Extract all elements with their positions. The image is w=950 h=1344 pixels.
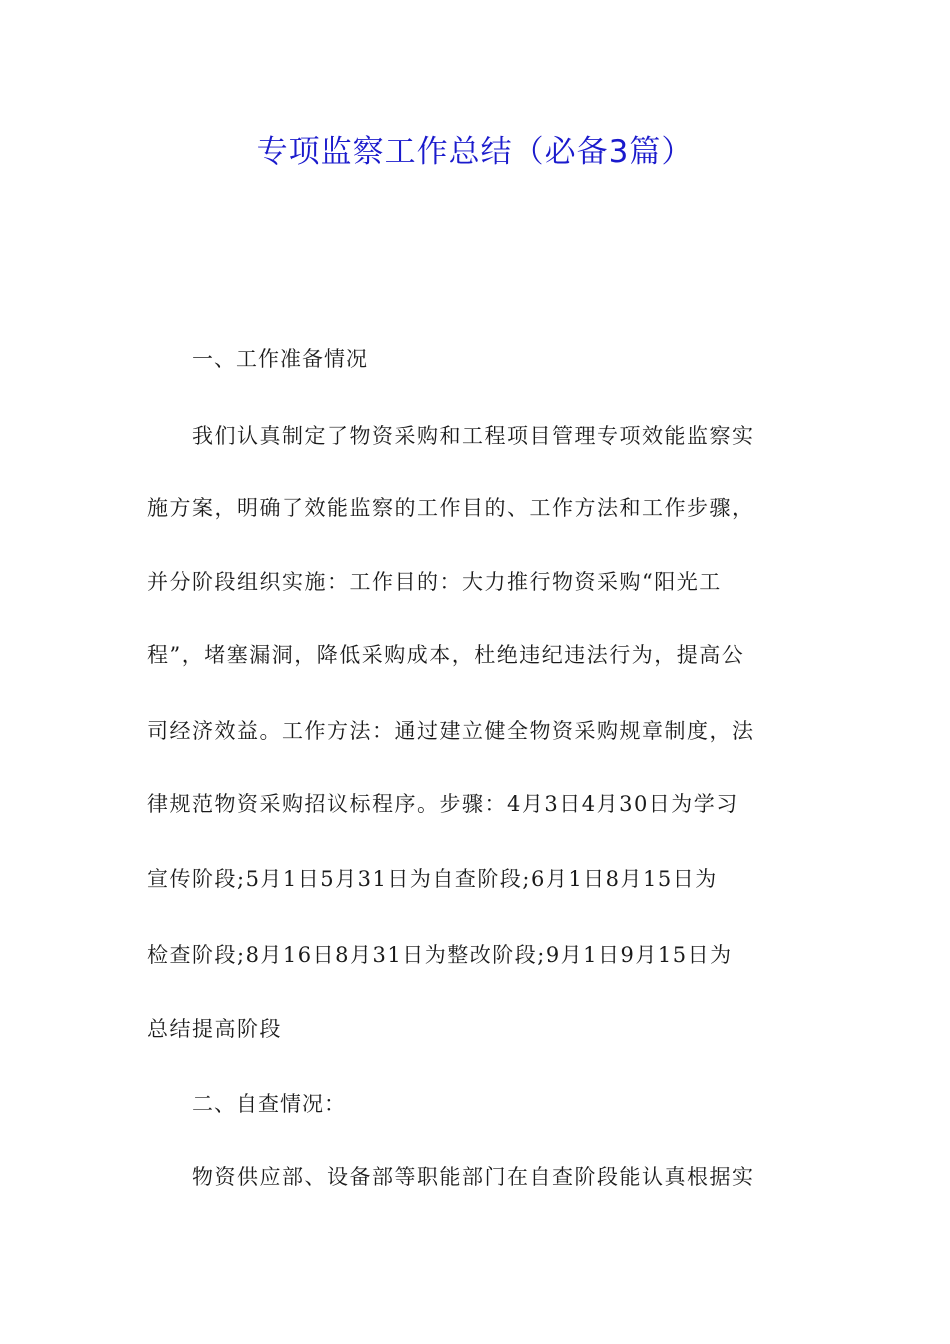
paragraph-line: 司经济效益。工作方法：通过建立健全物资采购规章制度，法 [147, 719, 755, 743]
paragraph-line: 总结提高阶段 [147, 1017, 282, 1041]
document-title: 专项监察工作总结（必备3篇） [256, 134, 694, 170]
paragraph-line: 我们认真制定了物资采购和工程项目管理专项效能监察实 [192, 424, 755, 448]
paragraph-line: 施方案，明确了效能监察的工作目的、工作方法和工作步骤， [147, 496, 755, 520]
paragraph-line: 律规范物资采购招议标程序。步骤：4月3日4月30日为学习 [147, 792, 739, 816]
section-heading-preparation: 一、工作准备情况 [192, 347, 368, 371]
section-heading-self-inspection: 二、自查情况： [192, 1092, 346, 1116]
paragraph-line: 宣传阶段;5月1日5月31日为自查阶段;6月1日8月15日为 [147, 867, 718, 891]
paragraph-line: 程”，堵塞漏洞，降低采购成本，杜绝违纪违法行为，提高公 [147, 643, 745, 667]
paragraph-line: 物资供应部、设备部等职能部门在自查阶段能认真根据实 [192, 1165, 755, 1189]
paragraph-line: 并分阶段组织实施：工作目的：大力推行物资采购“阳光工 [147, 570, 722, 594]
paragraph-line: 检查阶段;8月16日8月31日为整改阶段;9月1日9月15日为 [147, 943, 733, 967]
